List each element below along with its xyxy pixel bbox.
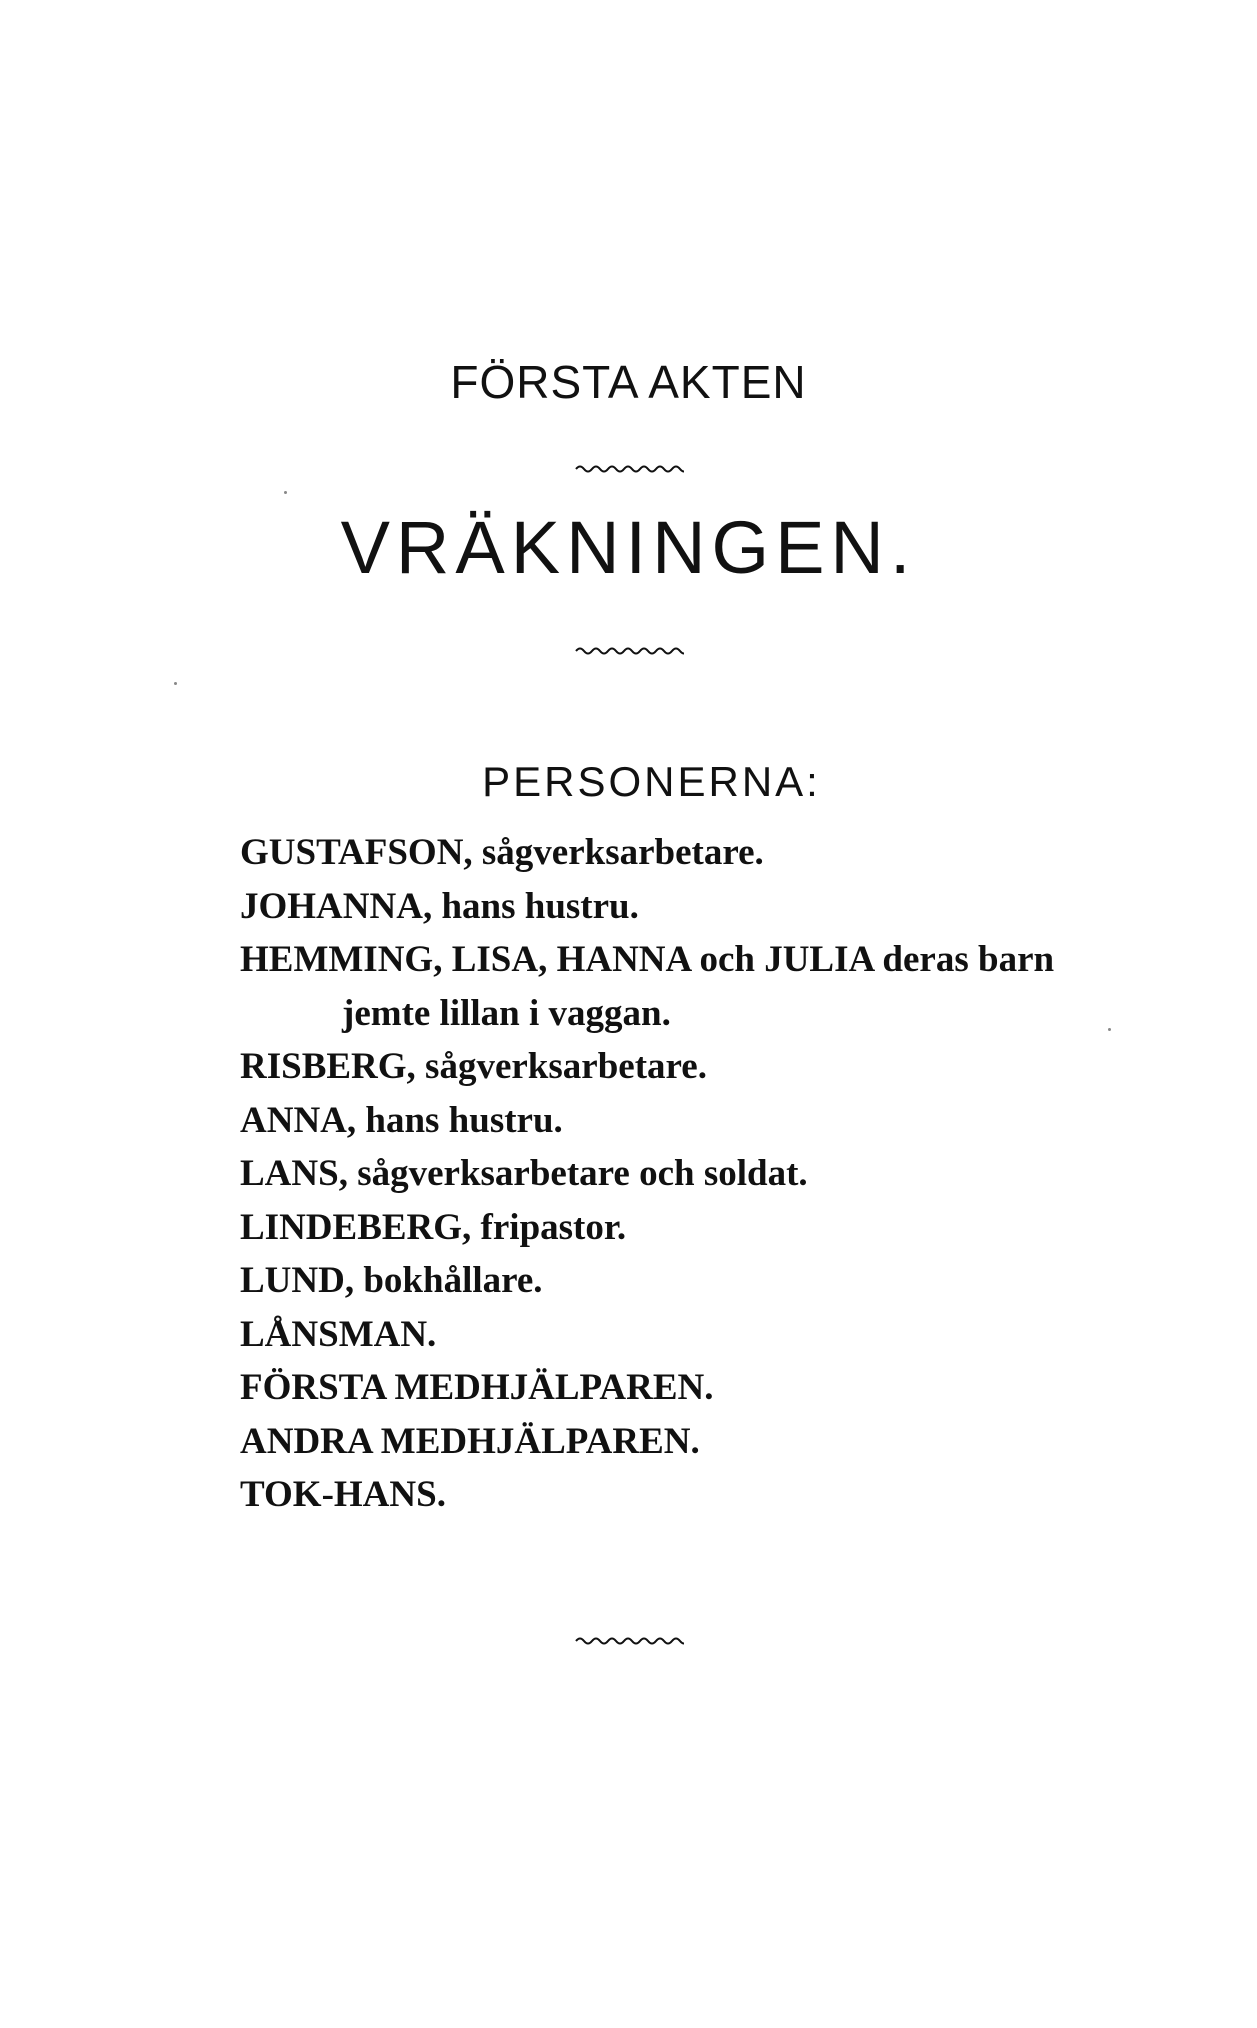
cast-item-children-continued: jemte lillan i vaggan. [342, 992, 671, 1034]
cast-item-andra-medhjalparen: ANDRA MEDHJÄLPAREN. [240, 1420, 700, 1462]
cast-item-children: HEMMING, LISA, HANNA och JULIA deras barn [240, 939, 1055, 980]
wavy-rule-icon [0, 644, 1257, 662]
cast-item-risberg: RISBERG, sågverksarbetare. [240, 1046, 707, 1087]
wavy-rule-icon [0, 462, 1257, 480]
cast-item-tok-hans: TOK-HANS. [240, 1474, 446, 1515]
cast-item-johanna: JOHANNA, hans hustru. [240, 885, 639, 927]
print-speck [174, 682, 177, 685]
act-title: FÖRSTA AKTEN [450, 356, 807, 408]
cast-item-lindeberg: LINDEBERG, fripastor. [240, 1206, 627, 1248]
wavy-rule-icon [0, 1634, 1257, 1652]
print-speck [1108, 1028, 1111, 1031]
cast-list [240, 826, 1054, 1522]
cast-item-forsta-medhjalparen: FÖRSTA MEDHJÄLPAREN. [240, 1367, 714, 1408]
cast-item-lansman: LÅNSMAN. [240, 1313, 437, 1355]
print-speck [284, 491, 287, 494]
cast-item-gustafson: GUSTAFSON, sågverksarbetare. [240, 832, 764, 873]
cast-item-lund: LUND, bokhållare. [240, 1260, 543, 1301]
cast-item-lans: LANS, sågverksarbetare och soldat. [240, 1153, 808, 1194]
cast-item-anna: ANNA, hans hustru. [240, 1099, 563, 1141]
play-title: VRÄKNINGEN. [340, 506, 917, 589]
cast-heading: PERSONERNA: [482, 758, 821, 805]
